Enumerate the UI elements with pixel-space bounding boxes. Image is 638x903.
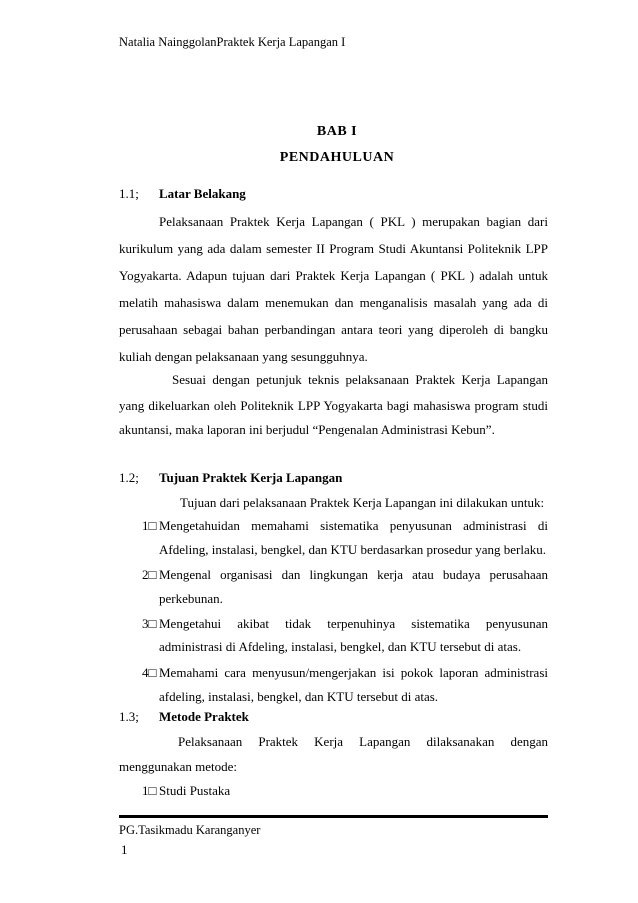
paragraph-line: kurikulum yang ada dalam semester II Program Studi Akuntansi Politeknik LPP [119,241,548,256]
page-number: 1 [121,842,128,857]
paragraph-line: melatih mahasiswa dalam menemukan dan menganalisis masalah yang ada di [119,295,548,310]
paragraph-line: akuntansi, maka laporan ini berjudul “Pengenalan Administrasi Kebun”. [119,422,495,437]
section-title: Tujuan Praktek Kerja Lapangan [159,470,343,485]
section-number: 1.3; [119,709,139,724]
page-header: Natalia NainggolanPraktek Kerja Lapangan I [119,35,346,49]
list-item: Afdeling, instalasi, bengkel, dan KTU berdasarkan prosedur yang berlaku. [159,542,546,557]
list-marker: 4□ [142,665,157,680]
list-item: afdeling, instalasi, bengkel, dan KTU tersebut di atas. [159,689,439,704]
chapter-number: BAB I [316,124,358,139]
list-item: Mengenal organisasi dan lingkungan kerja atau budaya perusahaan [159,567,548,582]
list-item: Mengetahuidan memahami sistematika penyusunan administrasi di [159,518,548,533]
paragraph-line: yang dikeluarkan oleh Politeknik LPP Yogyakarta bagi mahasiswa program studi [119,398,548,413]
list-item: administrasi di Afdeling, instalasi, bengkel, dan KTU tersebut di atas. [159,639,522,654]
list-item: Mengetahui akibat tidak terpenuhinya sistematika penyusunan [159,616,548,631]
section-title: Metode Praktek [159,709,249,724]
footer-text: PG.Tasikmadu Karanganyer [119,823,261,837]
list-marker: 1□ [142,783,157,798]
paragraph-line: kuliah dengan pelaksanaan yang sesungguhnya. [119,349,368,364]
section-number: 1.2; [119,470,139,485]
paragraph-line: Pelaksanaan Praktek Kerja Lapangan dilaksanakan dengan [178,734,548,749]
section-title: Latar Belakang [159,186,246,201]
paragraph-line: Yogyakarta. Adapun tujuan dari Praktek Kerja Lapangan ( PKL ) adalah untuk [119,268,548,283]
list-marker: 2□ [142,567,157,582]
paragraph-line: Tujuan dari pelaksanaan Praktek Kerja Lapangan ini dilakukan untuk: [180,495,545,510]
chapter-title: PENDAHULUAN [279,150,395,165]
paragraph-line: perusahaan sebagai bahan perbandingan antara teori yang diperoleh di bangku [119,322,548,337]
list-marker: 3□ [142,616,157,631]
list-item: Memahami cara menyusun/mengerjakan isi pokok laporan administrasi [159,665,548,680]
footer-rule [119,815,548,818]
paragraph-line: menggunakan metode: [119,759,238,774]
paragraph-line: Pelaksanaan Praktek Kerja Lapangan ( PKL ) merupakan bagian dari [159,214,548,229]
paragraph-line: Sesuai dengan petunjuk teknis pelaksanaan Praktek Kerja Lapangan [172,372,548,387]
list-item: Studi Pustaka [159,783,231,798]
list-marker: 1□ [142,518,157,533]
section-number: 1.1; [119,186,139,201]
list-item: perkebunan. [159,591,223,606]
